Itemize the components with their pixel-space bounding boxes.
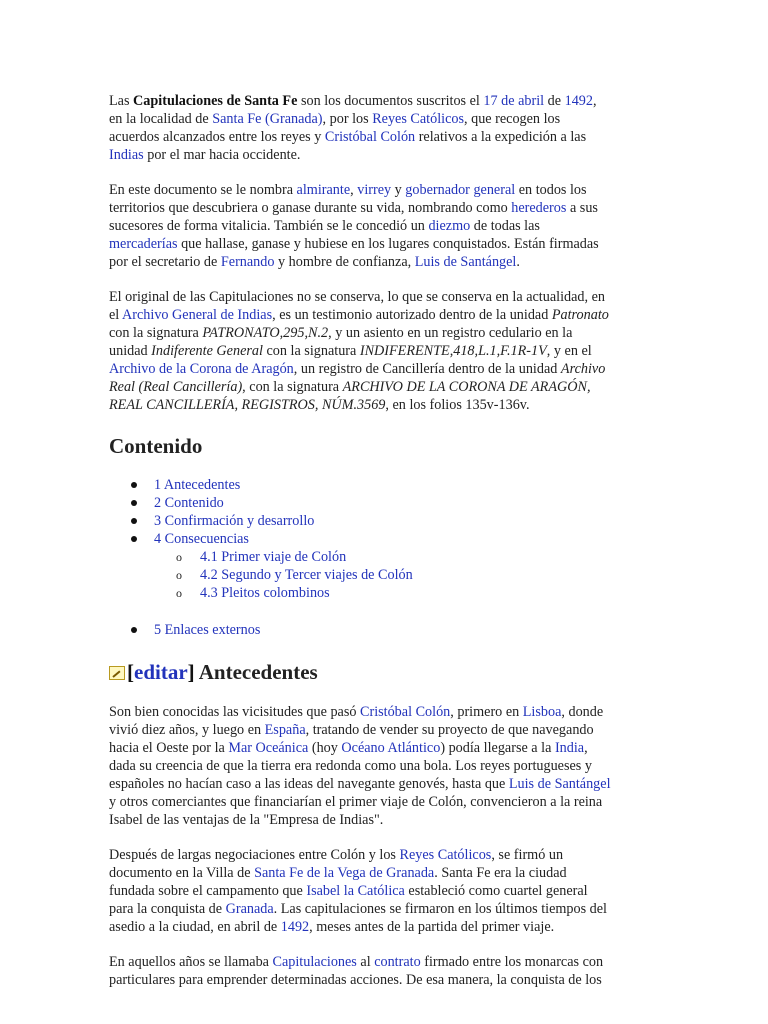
edit-pencil-icon[interactable]	[109, 666, 125, 680]
link-gobernador-general[interactable]: gobernador general	[405, 182, 516, 198]
link-mercaderias[interactable]: mercaderías	[109, 236, 178, 252]
text-line: acuerdos alcanzados entre los reyes y Cristóbal Colón relativos a la expedición a las	[109, 129, 587, 145]
text-line: En este documento se le nombra almirante, virrey y gobernador general en todos los	[109, 182, 587, 198]
edit-link[interactable]: editar	[134, 660, 188, 684]
link-oceano-atlantico[interactable]: Océano Atlántico	[341, 740, 441, 756]
text-line: unidad Indiferente General con la signatura INDIFERENTE,418,L.1,F.1R-1V, y en el	[109, 343, 592, 359]
bullet-icon	[131, 500, 137, 506]
text-line: Las Capitulaciones de Santa Fe son los documentos suscritos el 17 de abril de 1492,	[109, 93, 597, 109]
link-isabel-la-catolica[interactable]: Isabel la Católica	[306, 883, 405, 899]
bullet-icon	[131, 518, 137, 524]
toc-item-consecuencias[interactable]: 4 Consecuencias	[154, 531, 249, 547]
toc-item-antecedentes[interactable]: 1 Antecedentes	[154, 477, 241, 493]
link-almirante[interactable]: almirante	[296, 182, 351, 198]
bullet-icon	[131, 482, 137, 488]
link-reyes-catolicos[interactable]: Reyes Católicos	[399, 847, 492, 863]
text-line: documento en la Villa de Santa Fe de la Vega de Granada. Santa Fe era la ciudad	[109, 865, 567, 881]
link-mar-oceanica[interactable]: Mar Oceánica	[228, 740, 309, 756]
link-archivo-corona-aragon[interactable]: Archivo de la Corona de Aragón	[109, 361, 294, 377]
link-contrato[interactable]: contrato	[374, 954, 421, 970]
text-line: con la signatura PATRONATO,295,N.2, y un asiento en un registro cedulario en la	[109, 325, 573, 341]
text-line: el Archivo General de Indias, es un testimonio autorizado dentro de la unidad Patronato	[109, 307, 609, 323]
bullet-icon	[131, 627, 137, 633]
text-line: En aquellos años se llamaba Capitulaciones al contrato firmado entre los monarcas con	[109, 954, 604, 970]
text-line: Isabel de las ventajas de la "Empresa de Indias".	[109, 812, 384, 828]
link-india[interactable]: India	[554, 740, 585, 756]
toc-item-contenido[interactable]: 2 Contenido	[154, 495, 224, 511]
link-cristobal-colon[interactable]: Cristóbal Colón	[360, 704, 451, 720]
toc-item-pleitos[interactable]: 4.3 Pleitos colombinos	[200, 585, 330, 601]
text-line: para la conquista de Granada. Las capitulaciones se firmaron en los últimos tiempos del	[109, 901, 608, 917]
link-archivo-general-indias[interactable]: Archivo General de Indias	[122, 307, 273, 323]
circle-bullet-icon: o	[176, 568, 182, 582]
link-granada[interactable]: Granada	[225, 901, 274, 917]
text-line: mercaderías que hallase, ganase y hubiese en los lugares conquistados. Están firmadas	[109, 236, 599, 252]
intro-paragraph-3	[109, 288, 669, 414]
section-heading-antecedentes: [editar] Antecedentes	[109, 659, 318, 685]
text-line: El original de las Capitulaciones no se conserva, lo que se conserva en la actualidad, en	[109, 289, 605, 305]
intro-paragraph-2	[109, 181, 669, 271]
link-1492[interactable]: 1492	[280, 919, 310, 935]
text-line: particulares para emprender determinadas acciones. De esa manera, la conquista de los	[109, 972, 602, 988]
text-line: Real (Real Cancillería), con la signatura ARCHIVO DE LA CORONA DE ARAGÓN,	[109, 379, 591, 395]
bold-term: Capitulaciones de Santa Fe	[133, 93, 298, 109]
toc-item-segundo-viaje[interactable]: 4.2 Segundo y Tercer viajes de Colón	[200, 567, 413, 583]
link-capitulaciones[interactable]: Capitulaciones	[272, 954, 357, 970]
link-santa-fe-vega-granada[interactable]: Santa Fe de la Vega de Granada	[254, 865, 435, 881]
text-line: Después de largas negociaciones entre Colón y los Reyes Católicos, se firmó un	[109, 847, 564, 863]
link-espana[interactable]: España	[264, 722, 306, 738]
text-line: vivió diez años, y luego en España, tratando de vender su proyecto de que navegando	[109, 722, 594, 738]
text-line: hacia el Oeste por la Mar Oceánica (hoy Océano Atlántico) podía llegarse a la India,	[109, 740, 588, 756]
bullet-icon	[131, 536, 137, 542]
link-1492[interactable]: 1492	[564, 93, 593, 109]
body-paragraph-2	[109, 846, 669, 936]
link-cristobal-colon[interactable]: Cristóbal Colón	[324, 129, 416, 145]
text-line: y otros comerciantes que financiarían el primer viaje de Colón, convencieron a la reina	[109, 794, 603, 810]
link-reyes-catolicos[interactable]: Reyes Católicos	[372, 111, 464, 127]
toc-item-confirmacion[interactable]: 3 Confirmación y desarrollo	[154, 513, 315, 529]
text-line: Indias por el mar hacia occidente.	[109, 147, 301, 163]
text-line: españoles no hacían caso a las ideas del navegante genovés, hasta que Luis de Santángel	[109, 776, 611, 792]
circle-bullet-icon: o	[176, 586, 182, 600]
circle-bullet-icon: o	[176, 550, 182, 564]
text-line: territorios que descubriera o ganase durante su vida, nombrando como herederos a sus	[109, 200, 598, 216]
text-line: Archivo de la Corona de Aragón, un registro de Cancillería dentro de la unidad Archivo	[109, 361, 606, 377]
text-line: Son bien conocidas las vicisitudes que pasó Cristóbal Colón, primero en Lisboa, donde	[109, 704, 604, 720]
text-line: por el secretario de Fernando y hombre de confianza, Luis de Santángel.	[109, 254, 520, 270]
link-diezmo[interactable]: diezmo	[428, 218, 471, 234]
toc-item-enlaces-externos[interactable]: 5 Enlaces externos	[154, 622, 261, 638]
section-title: Antecedentes	[194, 660, 318, 684]
link-virrey[interactable]: virrey	[357, 182, 392, 198]
link-lisboa[interactable]: Lisboa	[522, 704, 562, 720]
link-fernando[interactable]: Fernando	[220, 254, 275, 270]
text-line: REAL CANCILLERÍA, REGISTROS, NÚM.3569, en los folios 135v-136v.	[109, 397, 530, 413]
text-line: fundada sobre el campamento que Isabel la Católica estableció como cuartel general	[109, 883, 588, 899]
text-line: asedio a la ciudad, en abril de 1492, meses antes de la partida del primer viaje.	[109, 919, 555, 935]
body-paragraph-1	[109, 703, 669, 829]
text-line: dada su creencia de que la tierra era redonda como una bola. Los reyes portugueses y	[109, 758, 592, 774]
link-luis-de-santangel[interactable]: Luis de Santángel	[414, 254, 517, 270]
link-herederos[interactable]: herederos	[511, 200, 567, 216]
toc-title: Contenido	[109, 434, 203, 458]
intro-paragraph-1	[109, 92, 669, 164]
link-santa-fe[interactable]: Santa Fe (Granada)	[212, 111, 323, 127]
text-line: sucesores de forma vitalicia. También se le concedió un diezmo de todas las	[109, 218, 540, 234]
link-17-abril[interactable]: 17 de abril	[483, 93, 545, 109]
text-line: en la localidad de Santa Fe (Granada), por los Reyes Católicos, que recogen los	[109, 111, 561, 127]
link-luis-de-santangel[interactable]: Luis de Santángel	[508, 776, 611, 792]
toc-item-primer-viaje[interactable]: 4.1 Primer viaje de Colón	[200, 549, 347, 565]
link-indias[interactable]: Indias	[109, 147, 144, 163]
body-paragraph-3	[109, 953, 669, 989]
